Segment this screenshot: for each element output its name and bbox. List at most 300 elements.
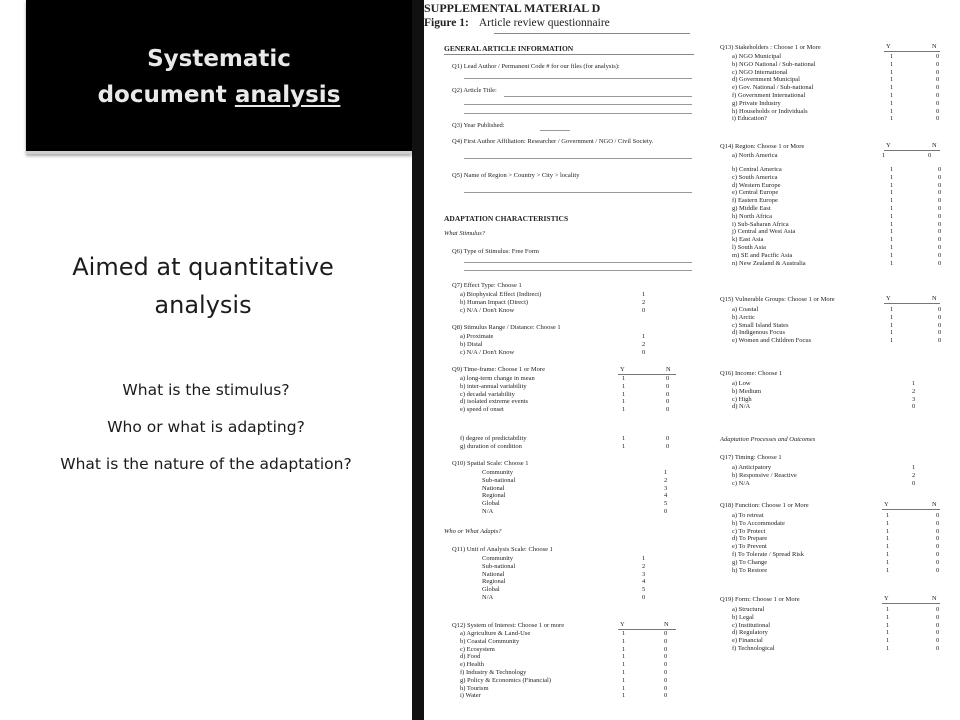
option-row (732, 152, 932, 160)
option-row (482, 500, 668, 508)
option-label: b) Arctic (732, 313, 755, 321)
question-q1: Q1) Lead Author / Permanent Code # for our files (for analysis): (452, 63, 620, 70)
option-yes-value: 1 (890, 107, 894, 115)
yes-header: Y (620, 621, 625, 628)
option-no-value: 0 (938, 306, 942, 313)
option-no-value: 0 (664, 684, 668, 692)
option-value: 1 (912, 380, 916, 387)
option-row (732, 115, 940, 123)
option-no-value: 0 (664, 661, 668, 669)
option-label: a) NGO Municipal (732, 53, 782, 60)
question-q8: Q8) Stimulus Range / Distance: Choose 1 (452, 324, 561, 331)
question-q13: Q13) Stakeholders : Choose 1 or More (720, 44, 821, 51)
option-row (460, 637, 668, 646)
yn-rule (618, 629, 676, 630)
option-yes-value: 1 (886, 621, 890, 629)
option-row (732, 550, 940, 559)
option-yes-value: 1 (890, 313, 894, 321)
option-row (732, 251, 942, 260)
option-yes-value: 1 (890, 243, 894, 251)
yes-header: Y (886, 295, 891, 302)
option-no-value: 0 (666, 390, 670, 398)
option-no-value: 0 (938, 337, 942, 345)
option-yes-value: 1 (882, 152, 886, 159)
option-no-value: 0 (936, 566, 940, 574)
option-row (732, 621, 940, 630)
option-value: 3 (642, 570, 646, 578)
option-no-value: 0 (666, 398, 670, 406)
option-no-value: 0 (666, 406, 670, 414)
option-row (732, 471, 916, 480)
option-row (460, 390, 670, 399)
option-label: d) Food (460, 653, 481, 661)
option-label: Global (482, 586, 500, 594)
option-label: l) South Asia (732, 243, 766, 251)
option-row (732, 243, 942, 252)
option-row (732, 204, 942, 213)
q11-options (482, 555, 646, 602)
option-label: h) North Africa (732, 212, 773, 220)
option-row (732, 629, 940, 637)
slide-bullet-list (10, 372, 402, 483)
option-yes-value: 1 (622, 645, 626, 653)
option-label: c) N/A / Don't Know (460, 306, 515, 314)
option-row (732, 313, 942, 322)
option-no-value: 0 (664, 692, 668, 700)
option-row (482, 507, 668, 516)
option-label: c) Ecosystem (460, 645, 495, 653)
option-label: e) To Prevent (732, 543, 767, 551)
option-value: 1 (664, 469, 668, 476)
option-label: a) Agriculture & Land-Use (460, 630, 531, 637)
option-value: 3 (912, 395, 916, 403)
option-row (460, 661, 668, 669)
question-q7: Q7) Effect Type: Choose 1 (452, 282, 522, 289)
option-label: f) To Tolerate / Spread Risk (732, 550, 804, 558)
option-label: Sub-national (482, 562, 516, 570)
option-row (460, 442, 670, 451)
option-value: 0 (664, 507, 668, 515)
option-no-value: 0 (666, 442, 670, 450)
option-yes-value: 1 (890, 84, 894, 92)
subheading-who: Who or What Adapts? (444, 528, 502, 535)
option-label: a) Anticipatory (732, 464, 772, 471)
option-yes-value: 1 (890, 68, 894, 76)
option-yes-value: 1 (622, 435, 626, 442)
option-yes-value: 1 (890, 251, 894, 259)
option-label: a) Biophysical Effect (Indirect) (460, 291, 542, 298)
option-no-value: 0 (936, 512, 940, 519)
option-value: 2 (912, 471, 916, 479)
option-label: e) Financial (732, 637, 763, 645)
q7-options (460, 291, 646, 314)
option-yes-value: 1 (890, 259, 894, 267)
option-yes-value: 1 (886, 512, 890, 519)
option-no-value: 0 (938, 243, 942, 251)
option-no-value: 0 (936, 91, 940, 99)
answer-line (540, 130, 570, 131)
option-value: 3 (664, 484, 668, 492)
option-row (732, 228, 942, 236)
option-label: b) To Accommodate (732, 519, 785, 527)
option-no-value: 0 (938, 220, 942, 228)
option-yes-value: 1 (622, 692, 626, 700)
option-yes-value: 1 (890, 204, 894, 212)
option-value: 2 (912, 387, 916, 395)
option-no-value: 0 (936, 543, 940, 551)
question-q14: Q14) Region: Choose 1 or More (720, 143, 805, 150)
question-q10: Q10) Spatial Scale: Choose 1 (452, 460, 529, 467)
option-no-value: 0 (936, 621, 940, 629)
option-label: e) Central Europe (732, 189, 779, 197)
figure-label: Figure 1: (424, 17, 469, 29)
option-yes-value: 1 (890, 60, 894, 68)
option-row (460, 406, 670, 414)
option-no-value: 0 (938, 236, 942, 244)
question-q15: Q15) Vulnerable Groups: Choose 1 or More (720, 296, 835, 303)
yes-header: Y (884, 595, 889, 602)
option-no-value: 0 (664, 637, 668, 645)
option-yes-value: 1 (890, 189, 894, 197)
questionnaire-right-column (720, 0, 960, 720)
option-row (460, 435, 670, 443)
q15-options (732, 306, 942, 345)
option-label: b) inter-annual variability (460, 382, 527, 390)
option-yes-value: 1 (886, 566, 890, 574)
slide-title-box (26, 0, 412, 154)
option-label: i) Water (460, 692, 481, 700)
option-no-value: 0 (936, 606, 940, 613)
option-label: g) To Change (732, 558, 768, 566)
option-no-value: 0 (664, 676, 668, 684)
option-row (732, 644, 940, 653)
option-value: 0 (642, 306, 646, 314)
option-yes-value: 1 (622, 676, 626, 684)
option-label: f) Eastern Europe (732, 197, 778, 205)
option-label: d) Indigenous Focus (732, 329, 786, 337)
option-no-value: 0 (938, 204, 942, 212)
option-label: c) South America (732, 173, 778, 181)
option-row (460, 645, 668, 654)
option-no-value: 0 (938, 173, 942, 181)
q13-options (732, 53, 940, 123)
option-row (732, 613, 940, 622)
slide-bullet: Who or what is adapting? (107, 418, 305, 436)
question-q12: Q12) System of Interest: Choose 1 or more (452, 622, 565, 629)
option-row (732, 337, 942, 345)
option-yes-value: 1 (890, 228, 894, 236)
option-value: 4 (664, 492, 668, 500)
q19-options (732, 606, 940, 653)
option-label: d) To Prepare (732, 535, 768, 543)
yn-rule (882, 603, 940, 604)
option-label: b) Medium (732, 387, 762, 395)
q8-options (460, 333, 646, 356)
option-label: f) Technological (732, 644, 775, 652)
slide-title-underlined: analysis (234, 81, 341, 108)
option-value: 0 (912, 479, 916, 487)
question-q9: Q9) Time-frame: Choose 1 or More (452, 366, 545, 373)
option-no-value: 0 (936, 99, 940, 107)
option-yes-value: 1 (890, 306, 894, 313)
option-yes-value: 1 (886, 606, 890, 613)
figure-title: Article review questionnaire (478, 17, 610, 29)
option-yes-value: 1 (890, 197, 894, 205)
option-value: 2 (642, 340, 646, 348)
option-no-value: 0 (938, 251, 942, 259)
option-label: a) Proximate (460, 333, 494, 340)
option-row (732, 527, 940, 536)
option-row (460, 306, 646, 315)
option-row (482, 469, 668, 477)
option-yes-value: 1 (890, 329, 894, 337)
slide-bullet: What is the nature of the adaptation? (60, 455, 352, 473)
option-label: N/A (482, 507, 494, 515)
option-yes-value: 1 (622, 442, 626, 450)
option-label: c) N/A / Don't Know (460, 348, 515, 356)
option-no-value: 0 (936, 527, 940, 535)
option-no-value: 0 (936, 613, 940, 621)
option-label: d) Regulatory (732, 629, 768, 637)
option-row (460, 668, 668, 677)
option-no-value: 0 (938, 313, 942, 321)
answer-line (464, 158, 692, 159)
option-no-value: 0 (664, 645, 668, 653)
option-yes-value: 1 (890, 181, 894, 189)
option-label: e) Gov. National / Sub-national (732, 84, 814, 92)
option-row (732, 403, 916, 411)
option-yes-value: 1 (886, 558, 890, 566)
q14-options (732, 166, 942, 267)
option-row (460, 398, 670, 406)
option-row (732, 329, 942, 337)
option-row (732, 166, 942, 174)
question-q17: Q17) Timing: Choose 1 (720, 454, 782, 461)
option-no-value: 0 (938, 228, 942, 236)
option-row (732, 84, 940, 92)
answer-line (464, 270, 692, 271)
option-value: 2 (642, 298, 646, 306)
option-label: j) Central and West Asia (732, 228, 796, 236)
slide-title-line1: Systematic (147, 45, 291, 72)
q9-options (460, 375, 670, 414)
option-label: a) To retreat (732, 512, 764, 519)
option-yes-value: 1 (886, 535, 890, 543)
option-label: National (482, 570, 505, 578)
option-row (460, 348, 646, 357)
option-no-value: 0 (936, 629, 940, 637)
option-yes-value: 1 (890, 53, 894, 60)
option-row (732, 606, 940, 614)
option-row (732, 107, 940, 116)
option-yes-value: 1 (890, 115, 894, 123)
questionnaire-left-column (444, 0, 714, 720)
option-row (732, 387, 916, 396)
option-yes-value: 1 (886, 613, 890, 621)
q9-options-more (460, 435, 670, 451)
answer-line (464, 113, 692, 114)
option-row (732, 543, 940, 551)
slide-title-word: document (97, 81, 227, 108)
option-yes-value: 1 (622, 653, 626, 661)
option-yes-value: 1 (886, 527, 890, 535)
option-no-value: 0 (938, 212, 942, 220)
option-label: b) Coastal Community (460, 637, 520, 645)
option-no-value: 0 (938, 321, 942, 329)
option-label: e) speed of onset (460, 406, 504, 414)
option-label: d) N/A (732, 403, 751, 411)
option-row (460, 298, 646, 307)
option-label: Global (482, 500, 500, 508)
option-row (732, 380, 916, 388)
option-label: h) Households or Individuals (732, 107, 808, 115)
option-no-value: 0 (938, 197, 942, 205)
slide-subtitle: Aimed at quantitative analysis (72, 253, 334, 319)
option-row (732, 535, 940, 543)
option-no-value: 0 (936, 76, 940, 84)
option-no-value: 0 (936, 107, 940, 115)
no-header: N (932, 295, 937, 302)
option-row (732, 189, 942, 197)
option-no-value: 0 (936, 550, 940, 558)
option-no-value: 0 (936, 535, 940, 543)
answer-line (464, 104, 692, 105)
option-no-value: 0 (938, 329, 942, 337)
question-q6: Q6) Type of Stimulus: Free Form (452, 248, 539, 255)
option-label: g) Policy & Economics (Financial) (460, 676, 551, 684)
option-no-value: 0 (936, 637, 940, 645)
yes-header: Y (884, 501, 889, 508)
option-row (482, 586, 646, 594)
option-label: a) Structural (732, 606, 765, 613)
answer-line (464, 192, 692, 193)
option-value: 5 (642, 586, 646, 594)
option-yes-value: 1 (622, 637, 626, 645)
option-row (732, 197, 942, 205)
q14-first-option (732, 152, 932, 160)
option-label: d) isolated extreme events (460, 398, 529, 406)
slide-bullet: What is the stimulus? (122, 381, 290, 399)
option-row (482, 562, 646, 571)
option-no-value: 0 (938, 189, 942, 197)
option-no-value: 0 (938, 166, 942, 173)
option-row (482, 555, 646, 563)
yn-rule (882, 509, 940, 510)
answer-line (464, 262, 692, 263)
option-row (460, 382, 670, 391)
option-no-value: 0 (664, 653, 668, 661)
option-label: b) Central America (732, 166, 782, 173)
option-label: f) Government International (732, 91, 806, 99)
option-label: N/A (482, 593, 494, 601)
no-header: N (666, 366, 671, 373)
option-label: i) Education? (732, 115, 767, 123)
option-label: g) Middle East (732, 204, 771, 212)
option-label: k) East Asia (732, 236, 764, 244)
option-label: f) degree of predictability (460, 435, 527, 442)
option-label: h) To Restore (732, 566, 768, 574)
no-header: N (932, 43, 937, 50)
option-row (460, 375, 670, 383)
option-row (460, 291, 646, 299)
subheading-processes: Adaptation Processes and Outcomes (720, 436, 816, 443)
option-row (732, 236, 942, 244)
option-row (732, 464, 916, 472)
option-row (460, 630, 668, 638)
question-q3: Q3) Year Published: (452, 122, 505, 129)
no-header: N (664, 621, 669, 628)
question-q19: Q19) Form: Choose 1 or More (720, 596, 800, 603)
option-yes-value: 1 (890, 220, 894, 228)
option-row (482, 484, 668, 493)
option-value: 0 (642, 593, 646, 601)
option-no-value: 0 (936, 519, 940, 527)
option-yes-value: 1 (622, 630, 626, 637)
option-row (732, 321, 942, 330)
option-label: Community (482, 469, 514, 476)
option-label: a) Low (732, 380, 751, 387)
question-q5: Q5) Name of Region > Country > City > locality (452, 172, 580, 179)
option-label: b) Responsive / Reactive (732, 471, 797, 479)
option-yes-value: 1 (622, 668, 626, 676)
option-yes-value: 1 (890, 91, 894, 99)
option-value: 4 (642, 578, 646, 586)
option-value: 1 (642, 333, 646, 340)
option-no-value: 0 (936, 84, 940, 92)
option-label: g) duration of condition (460, 442, 522, 450)
option-no-value: 0 (936, 115, 940, 123)
option-label: a) long-term change in mean (460, 375, 535, 382)
option-yes-value: 1 (886, 519, 890, 527)
option-row (732, 566, 940, 575)
option-yes-value: 1 (886, 629, 890, 637)
option-label: Sub-national (482, 476, 516, 484)
panel-divider (412, 0, 424, 720)
yn-rule (884, 51, 940, 52)
subheading-stimulus: What Stimulus? (444, 230, 485, 237)
option-label: c) Small Island States (732, 321, 789, 329)
option-no-value: 0 (664, 668, 668, 676)
option-value: 5 (664, 500, 668, 508)
section-adaptation: ADAPTATION CHARACTERISTICS (444, 214, 569, 223)
option-yes-value: 1 (890, 76, 894, 84)
yn-rule (884, 150, 940, 151)
question-q2: Q2) Article Title: (452, 87, 497, 94)
section-general: GENERAL ARTICLE INFORMATION (444, 44, 574, 53)
yn-rule (884, 303, 940, 304)
option-yes-value: 1 (890, 321, 894, 329)
option-no-value: 0 (664, 630, 668, 637)
option-label: i) Sub-Saharan Africa (732, 220, 789, 228)
option-row (482, 570, 646, 579)
option-row (482, 593, 646, 602)
option-no-value: 0 (666, 375, 670, 382)
option-value: 0 (912, 403, 916, 411)
option-no-value: 0 (666, 382, 670, 390)
answer-line (464, 78, 692, 79)
option-label: c) Institutional (732, 621, 771, 629)
option-row (732, 99, 940, 108)
option-value: 1 (912, 464, 916, 471)
option-yes-value: 1 (622, 398, 626, 406)
question-q16: Q16) Income: Choose 1 (720, 370, 783, 377)
question-q18: Q18) Function: Choose 1 or More (720, 502, 809, 509)
option-label: c) N/A (732, 479, 750, 487)
option-label: f) Industry & Technology (460, 668, 527, 676)
option-row (732, 53, 940, 61)
answer-line (504, 96, 692, 97)
slide-title-line2 (98, 77, 341, 113)
